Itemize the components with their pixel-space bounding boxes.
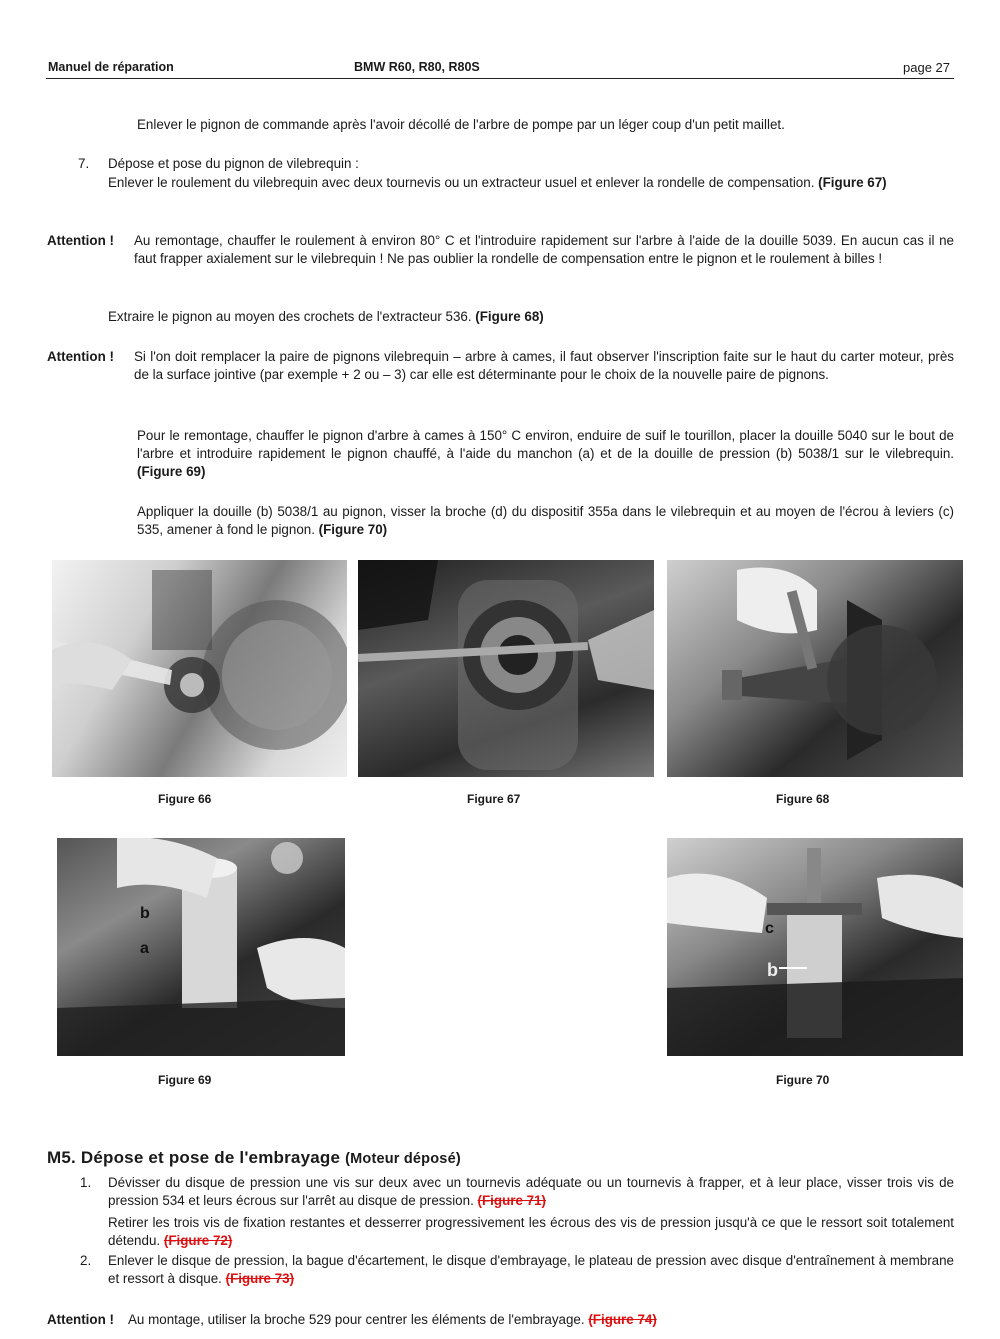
attention-paragraph-3 [128,1311,954,1329]
remontage-text: Pour le remontage, chauffer le pignon d'arbre à cames à 150° C environ, enduire de suif le tourillon, placer la douille 5040 sur le bout de l'arbre et introduire rapidement le pignon chauffé, à l'aide du manchon (a) et de la douille de pression (b) 5038/1 sur le vilebrequin. [137,428,954,461]
figure-68-caption: Figure 68 [776,792,830,806]
extract-figure-ref: (Figure 68) [475,309,544,324]
m5-item-1-ref-2: (Figure 72) [163,1233,233,1248]
m5-item-2-para [108,1252,954,1288]
attention-label-3: Attention ! [47,1312,114,1327]
figure-70-caption: Figure 70 [776,1073,830,1087]
figure-69-label-a: a [140,940,149,957]
figure-67-photo [358,560,654,777]
intro-paragraph: Enlever le pignon de commande après l'avoir décollé de l'arbre de pompe par un léger coup d'un petit maillet. [137,117,785,132]
page-header [46,60,954,79]
header-manual-title: Manuel de réparation [48,60,174,74]
appliquer-paragraph [137,503,954,539]
m5-item-1-number: 1. [80,1175,92,1190]
appliquer-figure-ref: (Figure 70) [318,522,388,537]
figure-70-label-b: b [767,960,778,980]
attention-ref-3: (Figure 74) [588,1312,657,1327]
figure-66-photo [52,560,347,777]
attention-label-1: Attention ! [47,233,114,248]
section-m5-heading [47,1148,461,1168]
figure-69-caption: Figure 69 [158,1073,212,1087]
figure-70-photo [667,838,963,1056]
attention-text-1: Au remontage, chauffer le roulement à environ 80° C et l'introduire rapidement sur l'arbre à l'aide de la douille 5039. En aucun cas il ne faut frapper axialement sur le vilebrequin ! Ne pas oublier la rondelle de compensation entre le pignon et le roulement à billes ! [134,233,954,266]
figure-67-caption: Figure 67 [467,792,521,806]
gear-illustration [52,560,347,777]
crankshaft-illustration [358,560,654,777]
m5-item-1-para-1 [108,1174,954,1210]
figure-69-label-b: b [140,905,150,922]
attention-text-2: Si l'on doit remplacer la paire de pignons vilebrequin – arbre à cames, il faut observer l'inscription faite sur le haut du carter moteur, près de la surface jointive (par exemple + 2 ou – 3) car elle est déterminante pour le choix de la nouvelle paire de pignons. [134,349,954,382]
m5-item-1-para-2 [108,1214,954,1250]
figure-68-photo [667,560,963,777]
step-7-title: Dépose et pose du pignon de vilebrequin : [108,156,359,171]
m5-item-1-text-2: Retirer les trois vis de fixation restantes et desserrer progressivement les écrous des vis de pression jusqu'à ce que le ressort soit totalement détendu. [108,1215,954,1248]
m5-item-1-ref-1: (Figure 71) [477,1193,546,1208]
press-tool-illustration [667,838,963,1056]
m5-item-2-text: Enlever le disque de pression, la bague d'écartement, le disque d'embrayage, le plateau de pression avec disque d'entraînement à membrane et ressort à disque. [108,1253,954,1286]
m5-item-1-text-1: Dévisser du disque de pression une vis sur deux avec un tournevis adéquate ou un tournevis à frapper, et à leur place, visser trois vis de pression 534 et leurs écrous sur l'arrêt au disque de pression. [108,1175,954,1208]
appliquer-text: Appliquer la douille (b) 5038/1 au pignon, visser la broche (d) du dispositif 355a dans le vilebrequin et au moyen de l'écrou à leviers (c) 535, amener à fond le pignon. [137,504,954,537]
figure-70-label-c: c [765,920,774,937]
figure-69-photo [57,838,345,1056]
section-m5-subtitle: (Moteur déposé) [345,1151,461,1167]
step-7-number: 7. [78,156,90,171]
step-7-text: Enlever le roulement du vilebrequin avec deux tournevis ou un extracteur usuel et enlever la rondelle de compensation. [108,175,815,190]
m5-item-2-number: 2. [80,1253,92,1268]
attention-text-3: Au montage, utiliser la broche 529 pour centrer les éléments de l'embrayage. [128,1312,585,1327]
remontage-figure-ref: (Figure 69) [137,464,206,479]
attention-label-2: Attention ! [47,349,114,364]
step-7-figure-ref: (Figure 67) [818,175,887,190]
extract-paragraph [108,308,954,326]
section-m5-title: M5. Dépose et pose de l'embrayage [47,1148,341,1167]
extractor-illustration [667,560,963,777]
extract-text: Extraire le pignon au moyen des crochets de l'extracteur 536. [108,309,472,324]
m5-item-2-ref: (Figure 73) [225,1271,295,1286]
header-page-number: page 27 [903,60,950,75]
figure-66-caption: Figure 66 [158,792,212,806]
step-7-body [108,174,954,192]
header-model: BMW R60, R80, R80S [354,60,480,74]
remontage-paragraph [137,427,954,481]
sleeve-illustration [57,838,345,1056]
